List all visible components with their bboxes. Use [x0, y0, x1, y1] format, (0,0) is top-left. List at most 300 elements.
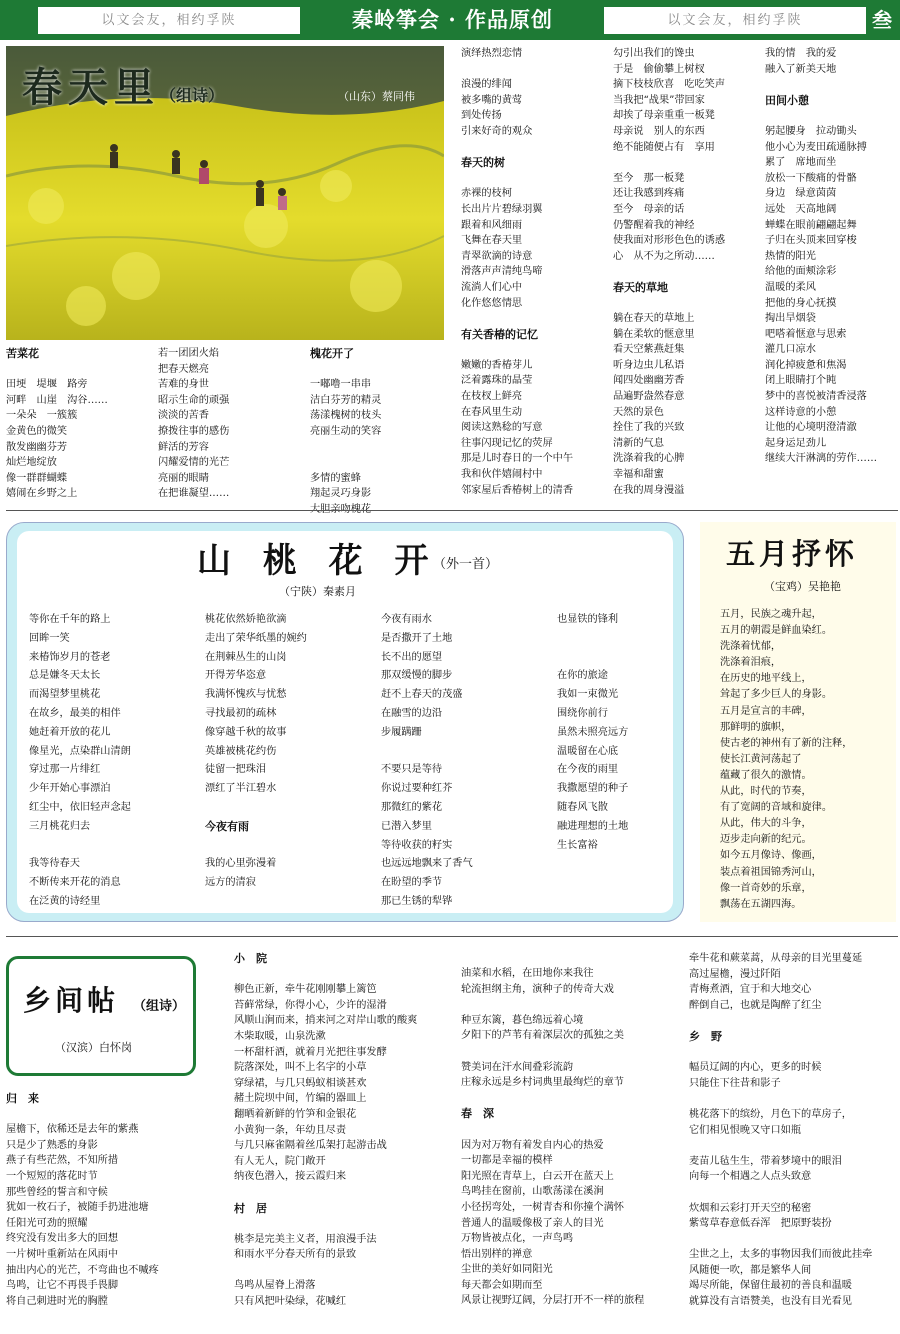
poem-section-heading: 春天的树: [461, 156, 505, 170]
poem-line: 在融雪的边沿: [381, 707, 443, 719]
poem-line: [613, 264, 761, 280]
poem-line: [6, 1107, 206, 1123]
poem-line: 万物皆被点化，一声鸟鸣: [461, 1233, 574, 1245]
poem-line: 被多嘴的黄莺: [461, 94, 523, 106]
poem-line: [310, 362, 454, 378]
poem-line: 而渴望梦里桃花: [29, 689, 101, 701]
poem-line: 勾引出我们的馋虫: [613, 48, 695, 59]
poem-line: 润化掉疲惫和焦渴: [765, 359, 847, 371]
spring-title: 春天里（组诗）: [22, 64, 225, 111]
may-author: （宝鸡）吴艳艳: [764, 580, 841, 593]
poem-line: [557, 649, 675, 668]
poem-line: 昭示生命的顽强: [158, 394, 230, 406]
poem-line: 邻家屋后香椿树上的清香: [461, 484, 574, 496]
poem-section-heading: 春 深: [461, 1107, 494, 1121]
poem-line: 使古老的神州有了新的注释，: [720, 737, 853, 749]
poem-line: 今夜有雨水: [381, 614, 432, 625]
poem-line: 虽然未照亮远方: [557, 726, 629, 738]
peach-column-4: [557, 611, 675, 855]
poem-line: 心 从不为之所动……: [613, 250, 715, 262]
poem-section-heading: 田间小憩: [765, 93, 809, 107]
poem-line: 身边 绿意茵茵: [765, 188, 837, 200]
village-column-2: [234, 951, 434, 1310]
poem-line: 竭尽所能，保留住最初的善良和温暖: [689, 1280, 852, 1292]
spring-column-2: [158, 346, 302, 502]
section-divider-bottom: [6, 936, 898, 937]
poem-line: 装点着祖国锦秀河山，: [720, 866, 822, 878]
poem-line: 子归在头顶来回穿梭: [765, 235, 857, 247]
poem-line: 有了宽阔的音域和旋律。: [720, 802, 833, 814]
village-column-4: [689, 951, 897, 1310]
poem-line: 就算没有言语赞美，也没有目光看见: [689, 1296, 852, 1308]
poem-line: [461, 311, 609, 327]
poem-line: 金黄色的微笑: [6, 425, 68, 437]
poem-line: 嫩嫩的香椿芽儿: [461, 359, 533, 371]
poem-line: 耸起了多少巨人的身影。: [720, 689, 833, 701]
poem-line: 在春风里生动: [461, 406, 523, 418]
poem-line: 在把谁凝望……: [158, 488, 230, 500]
poem-line: 起身运足劲儿: [765, 437, 827, 449]
poem-line: 开得芳华恣意: [205, 670, 267, 682]
poem-line: 有人无人，院门敞开: [234, 1155, 326, 1167]
poem-line: 随春风飞散: [557, 801, 608, 813]
poem-section-heading: 槐花开了: [310, 347, 354, 360]
poem-line: 翻晒着新鲜的竹笋和金银花: [234, 1108, 357, 1120]
poem-line: 那些曾经的誓言和守候: [6, 1186, 108, 1198]
spring-title-suffix: （组诗）: [160, 86, 225, 105]
poem-line: 燕子有些茫然，不知所措: [6, 1155, 119, 1167]
village-title-box: [6, 956, 196, 1076]
header-slogan-right: 以文会友，相约孚陕: [604, 7, 866, 34]
poem-line: 长出片片碧绿羽翼: [461, 203, 543, 215]
poem-line: [461, 1091, 681, 1107]
poem-line: 小黄狗一条，年幼且尽责: [234, 1124, 347, 1136]
poem-line: [557, 630, 675, 649]
poem-line: 飘荡在五湖四海。: [720, 898, 802, 910]
poem-line: 五月的朝霞是鲜血染红。: [720, 625, 833, 637]
poem-line: 寻找最初的疏林: [205, 707, 277, 719]
poem-line: 普通人的温暖像极了亲人的目光: [461, 1217, 604, 1229]
poem-line: 鲜活的芳容: [158, 441, 209, 453]
village-author: （汉滨）白怀岗: [55, 1041, 132, 1054]
poem-line: [461, 171, 609, 187]
poem-line: 还让我感到疼痛: [613, 188, 685, 200]
poem-line: 牵牛花和蕨菜蒿，从母亲的目光里蔓延: [689, 953, 863, 964]
poem-line: 我等待春天: [29, 858, 80, 870]
poem-line: 闪耀爱情的光芒: [158, 457, 230, 469]
poem-line: [689, 1185, 897, 1201]
poem-line: 在今夜的雨里: [557, 764, 619, 776]
poem-line: 我满怀愧疚与忧愁: [205, 689, 287, 701]
poem-line: 一朵朵 一簇簇: [6, 410, 78, 422]
poem-line: 鸟鸣从屋脊上滑落: [234, 1280, 316, 1292]
poem-line: 跟着和风细雨: [461, 219, 523, 231]
poem-line: 一嘟噜一串串: [310, 379, 372, 391]
poem-line: 青翠欲滴的诗意: [461, 250, 533, 262]
poem-line: 院落深处，叫不上名字的小草: [234, 1062, 367, 1074]
poem-line: 田埂 堤堰 路旁: [6, 379, 88, 391]
village-column-3: [461, 966, 681, 1309]
poem-line: 风随便一吹，都是繁华人间: [689, 1264, 812, 1276]
poem-line: 母亲说 别人的东西: [613, 125, 705, 137]
poem-line: 屋檐下，依稀还是去年的紫燕: [6, 1124, 139, 1136]
poem-line: [461, 1122, 681, 1138]
poem-line: 灿烂地绽放: [6, 457, 57, 469]
poem-section-heading: 有关香椿的记忆: [461, 327, 538, 341]
poem-line: 任阳光可劲的照耀: [6, 1217, 88, 1229]
poem-line: 步履蹒跚: [381, 726, 422, 738]
poem-line: 只有风把叶染绿，花喊红: [234, 1296, 347, 1308]
poem-line: 这样诗意的小憩: [765, 406, 837, 418]
poem-line: 亮丽的眼睛: [158, 472, 209, 484]
poem-line: 像穿越千秋的故事: [205, 726, 287, 738]
page-header-bar: [0, 0, 900, 40]
poem-line: 如今五月像诗、像画，: [720, 850, 822, 862]
poem-line: 融进理想的土地: [557, 820, 629, 832]
poem-line: 给他的面颊涂彩: [765, 266, 837, 278]
poem-line: 少年开始心事漂泊: [29, 783, 111, 795]
poem-line: 品遍野盎然春意: [613, 391, 685, 403]
poem-line: 只是少了熟悉的身影: [6, 1139, 98, 1151]
poem-line: 悟出别样的禅意: [461, 1248, 533, 1260]
poem-line: 来椿饰岁月的苍老: [29, 651, 111, 663]
poem-line: [381, 743, 549, 762]
poem-line: 撩拨往事的感伤: [158, 425, 230, 437]
spring-column-3: [310, 346, 454, 518]
poem-line: 往事闪现记忆的荧屏: [461, 437, 553, 449]
poem-line: 柳色正新，牵牛花刚刚攀上篱笆: [234, 984, 377, 996]
poem-line: 闻四处幽幽芳香: [613, 375, 685, 387]
poem-line: 醉倒自己，也就是陶醉了红尘: [689, 999, 822, 1011]
poem-line: 五月是宣言的丰碑，: [720, 705, 812, 717]
poem-line: 等待收获的籽实: [381, 839, 453, 851]
poem-line: 流淌人们心中: [461, 281, 523, 293]
poem-section-heading: 苦菜花: [6, 347, 39, 360]
poem-line: 淡淡的苦香: [158, 410, 209, 422]
poem-line: [234, 1185, 434, 1201]
poem-line: 像星光，点染群山清朗: [29, 745, 131, 757]
poem-line: 躺在春天的草地上: [613, 313, 695, 325]
poem-line: 像一群群蝴蝶: [6, 472, 68, 484]
poem-line: 高过屋檐，漫过阡陌: [689, 968, 781, 980]
poem-section-heading: 春天的草地: [613, 280, 668, 294]
poem-line: 油菜和水稻，在田地你来我往: [461, 968, 594, 979]
poem-line: 在故乡，最美的相伴: [29, 707, 121, 719]
poem-line: 种豆东篱，暮色绵远着心境: [461, 1014, 584, 1026]
poem-line: 引来好奇的观众: [461, 125, 533, 137]
poem-line: 融入了新美天地: [765, 63, 837, 75]
spring-column-1: [6, 346, 150, 502]
poem-line: 掏出旱烟袋: [765, 313, 816, 325]
poem-line: [6, 362, 150, 378]
poem-line: 天然的景色: [613, 406, 664, 418]
poem-line: [765, 77, 897, 93]
poem-line: 蕴藏了很久的激情。: [720, 769, 812, 781]
poem-line: 一片树叶重新站在风雨中: [6, 1248, 119, 1260]
poem-line: [689, 1138, 897, 1154]
poem-line: 像一首奇妙的乐章，: [720, 882, 812, 894]
poem-line: 也远远地飘来了香气: [381, 858, 473, 870]
poem-line: 我和伙伴嬉闹村中: [461, 469, 543, 481]
poem-line: 使我面对形形色色的诱惑: [613, 235, 726, 247]
poem-line: 赭土院坝中间，竹编的器皿上: [234, 1093, 367, 1105]
poem-line: 那已生锈的犁铧: [381, 895, 453, 907]
poem-line: 把他的身心抚摸: [765, 297, 837, 309]
poem-line: 犹如一枚石子，被随手扔进池塘: [6, 1202, 149, 1214]
poem-line: 远方的清寂: [205, 877, 256, 889]
poem-line: [461, 140, 609, 156]
poem-line: [310, 455, 454, 471]
may-poem-body: [720, 607, 892, 913]
poem-line: 蝉蝶在眼前翩翩起舞: [765, 219, 857, 231]
poem-line: 荡漾槐树的枝头: [310, 410, 382, 422]
poem-line: 多情的蜜蜂: [310, 472, 361, 484]
header-slogan-left: 以文会友，相约孚陕: [38, 7, 300, 34]
poem-line: [29, 837, 197, 856]
poem-line: 那微红的紫花: [381, 801, 443, 813]
poem-line: 阅读这熟稔的写意: [461, 422, 543, 434]
peach-poem-panel: [6, 522, 684, 922]
header-center-title: 秦岭筝会 · 作品原创: [352, 7, 553, 32]
village-column-1: [6, 1091, 206, 1309]
poem-line: 紫莺草春意低吞浑 把原野装扮: [689, 1218, 832, 1230]
poem-line: 桃花依然娇艳欲滴: [205, 614, 287, 625]
poem-line: 远处 天高地阔: [765, 203, 837, 215]
poem-line: 每天都会如期而至: [461, 1279, 543, 1291]
poem-line: 嬉闹在乡野之上: [6, 488, 78, 500]
poem-line: 风顺山涧而来，捎来河之对岸山歌的酸爽: [234, 1015, 418, 1027]
poem-line: 她赶着开放的花儿: [29, 726, 111, 738]
poem-line: 于是 偷偷攀上树杈: [613, 63, 705, 75]
poem-line: [310, 440, 454, 456]
poem-line: 夕阳下的芦苇有着深层次的孤独之美: [461, 1030, 624, 1042]
poem-line: 已潜入梦里: [381, 820, 432, 832]
poem-line: 抽出内心的光芒，不弯曲也不喊疼: [6, 1264, 159, 1276]
poem-line: 阳光照在青草上，白云开在蓝天上: [461, 1170, 614, 1182]
poem-line: 仍警醒着我的神经: [613, 219, 695, 231]
poem-line: 是否撒开了土地: [381, 632, 453, 644]
poem-line: 五月，民族之魂升起，: [720, 609, 822, 620]
poem-line: 你说过要种红芥: [381, 783, 453, 795]
poem-line: 生长富裕: [557, 839, 598, 851]
poem-line: 鸟鸣，让它不再畏手畏脚: [6, 1280, 119, 1292]
poem-line: 洗涤着我的心脾: [613, 453, 685, 465]
poem-line: [234, 967, 434, 983]
poem-line: 他小心为麦田疏通脉搏: [765, 141, 867, 153]
poem-line: 洗涤着忧郁，: [720, 641, 782, 653]
spring-column-4: [461, 46, 609, 498]
poem-line: 在荆棘丛生的山岗: [205, 651, 287, 663]
poem-line: 围绕你前行: [557, 707, 608, 719]
poem-line: 终究没有发出多大的回想: [6, 1233, 119, 1245]
section-divider-top: [6, 510, 898, 511]
poem-line: 苦难的身世: [158, 379, 209, 391]
poem-line: 赞美词在汗水间叠彩流韵: [461, 1061, 574, 1073]
poem-line: [461, 62, 609, 78]
poem-line: 徒留一把珠泪: [205, 764, 267, 776]
poem-line: 继续大汗淋漓的劳作……: [765, 453, 878, 465]
poem-line: 一切都是幸福的模样: [461, 1155, 553, 1167]
poem-line: 桃李是完美主义者，用浪漫手法: [234, 1233, 377, 1245]
poem-line: 一个短短的落花时节: [6, 1170, 98, 1182]
poem-line: 累了 席地而坐: [765, 157, 837, 169]
poem-line: 拴住了我的兴致: [613, 422, 685, 434]
poem-line: 从此，伟大的斗争，: [720, 818, 812, 830]
poem-line: 等你在千年的路上: [29, 614, 111, 625]
spring-author: （山东）蔡同伟: [338, 90, 415, 103]
poem-line: 不断传来开花的消息: [29, 877, 121, 889]
poem-line: 至今 那一板凳: [613, 172, 685, 184]
poem-line: 风景让视野辽阔，分层打开不一样的旅程: [461, 1295, 645, 1307]
poem-line: 躬起腰身 拉动锄头: [765, 125, 857, 137]
poem-line: 在枝杈上鲜亮: [461, 391, 523, 403]
poem-line: [205, 799, 373, 818]
poem-line: 滑落声声清纯鸟啼: [461, 266, 543, 278]
poem-line: 浪漫的绯闻: [461, 79, 512, 91]
poem-line: [689, 1045, 897, 1061]
poem-section-heading: 小 院: [234, 952, 267, 965]
peach-column-2: [205, 611, 373, 893]
poem-line: [689, 1091, 897, 1107]
peach-title-suffix: （外一首）: [433, 557, 499, 572]
poem-line: 清新的气息: [613, 437, 664, 449]
poem-line: [613, 296, 761, 312]
peach-author: （宁陕）秦素月: [279, 585, 356, 598]
poem-line: 麦苗儿毡生生，带着梦境中的眼泪: [689, 1155, 842, 1167]
poem-line: [765, 108, 897, 124]
poem-line: 青梅煮酒，宜于和大地交心: [689, 984, 812, 996]
poem-line: 温暖的柔风: [765, 281, 816, 293]
poem-section-heading: 村 居: [234, 1201, 267, 1215]
peach-title: 山 桃 花 开: [197, 541, 439, 581]
poem-line: 我撒愿望的种子: [557, 783, 629, 795]
poem-line: 在我的周身漫溢: [613, 484, 685, 496]
poem-line: 轮流担纲主角，演种子的传奇大戏: [461, 983, 614, 995]
poem-line: 看天空紫燕赶集: [613, 344, 685, 356]
poem-line: 尘世之上，太多的事物因我们而彼此挂牵: [689, 1249, 873, 1261]
poem-line: 摘下枝枝欣喜 吃吃笑声: [613, 79, 726, 91]
poem-line: 至今 母亲的话: [613, 203, 685, 215]
poem-line: 也显铁的锋利: [557, 614, 619, 625]
poem-line: 穿过那一片绯红: [29, 764, 101, 776]
poem-line: [461, 1044, 681, 1060]
poem-line: 翔起灵巧身影: [310, 488, 372, 500]
poem-line: 总是嫌冬天太长: [29, 670, 101, 682]
poem-line: 那双缓慢的脚步: [381, 670, 453, 682]
poem-line: 若一团团火焰: [158, 348, 220, 359]
poem-line: 一杯甜杆酒，就着月光把往事发酵: [234, 1046, 387, 1058]
poem-line: [613, 155, 761, 171]
poem-line: [461, 997, 681, 1013]
poem-line: [689, 1232, 897, 1248]
poem-line: 热情的阳光: [765, 250, 816, 262]
poem-line: 散发幽幽芬芳: [6, 441, 68, 453]
poem-line: 纳夜色潜入，接云霞归来: [234, 1171, 347, 1183]
poem-line: [461, 342, 609, 358]
village-title-suffix: （组诗）: [133, 999, 186, 1014]
poem-line: 回眸一笑: [29, 632, 70, 644]
poem-line: 那是儿时春日的一个中午: [461, 453, 574, 465]
poem-line: [234, 1216, 434, 1232]
poem-line: 木柴取暖，山泉洗漱: [234, 1030, 326, 1042]
poem-line: 在泛黄的诗经里: [29, 895, 101, 907]
poem-line: 温暖留在心底: [557, 745, 619, 757]
poem-line: 吧嗒着惬意与思索: [765, 328, 847, 340]
poem-line: 走出了荣华纸墨的婉约: [205, 632, 307, 644]
poem-line: 与几只麻雀隔着丝瓜架打起游击战: [234, 1140, 387, 1152]
poem-line: 从此，时代的节奏，: [720, 786, 812, 798]
poem-line: 听身边虫儿私语: [613, 359, 685, 371]
poem-line: 因为对万物有着发自内心的热爱: [461, 1139, 604, 1151]
poem-line: 泛着露珠的晶莹: [461, 375, 533, 387]
may-title: 五月抒怀: [726, 537, 859, 571]
poem-line: 苔藓常绿，你得小心，少许的湿滑: [234, 999, 387, 1011]
poem-line: 飞舞在春天里: [461, 235, 523, 247]
poem-line: 洁白芬芳的精灵: [310, 394, 382, 406]
poem-line: 将自己刺进时光的胸膛: [6, 1295, 108, 1307]
spring-photo: [6, 46, 444, 340]
poem-line: 赤裸的枝柯: [461, 188, 512, 200]
poem-line: 在你的旅途: [557, 670, 608, 682]
poem-line: 在历史的地平线上，: [720, 673, 812, 685]
poem-line: 英雄被桃花约伤: [205, 745, 277, 757]
poem-line: 幅员辽阔的内心，更多的时候: [689, 1062, 822, 1074]
poem-line: 洗涤着泪痕，: [720, 657, 782, 669]
poem-line: 化作悠悠情思: [461, 297, 523, 309]
poem-line: 我如一束微光: [557, 689, 619, 701]
poem-line: 三月桃花归去: [29, 820, 91, 832]
poem-line: 庄稼永远是乡村词典里最绚烂的章节: [461, 1077, 624, 1089]
poem-line: 尘世的美好如同阳光: [461, 1264, 553, 1276]
poem-line: 在盼望的季节: [381, 877, 443, 889]
poem-line: 演绎热烈恋情: [461, 48, 523, 59]
poem-line: 和雨水平分春天所有的景致: [234, 1249, 357, 1261]
poem-line: 桃花落下的缤纷，月色下的草房子，: [689, 1108, 852, 1120]
poem-line: 长不出的愿望: [381, 651, 443, 663]
poem-line: 穿绿裙，与几只蚂蚁相谈甚欢: [234, 1077, 367, 1089]
poem-line: 亮丽生动的笑容: [310, 425, 382, 437]
poem-line: 向每一个相遇之人点头致意: [689, 1171, 812, 1183]
poem-line: 炊烟和云彩打开天空的秘密: [689, 1202, 812, 1214]
poem-line: 幸福和甜蜜: [613, 469, 664, 481]
poem-line: 放松一下酸痛的骨骼: [765, 172, 857, 184]
poem-line: 却挨了母亲重重一板凳: [613, 110, 715, 122]
poem-line: 到处传扬: [461, 110, 502, 122]
poem-line: [234, 1263, 434, 1279]
poem-section-heading: 乡 野: [689, 1029, 722, 1043]
poem-line: 红尘中，依旧轻声念起: [29, 801, 131, 813]
poem-line: 灌几口凉水: [765, 344, 816, 356]
poem-line: 不要只是等待: [381, 764, 443, 776]
poem-line: 我的心里弥漫着: [205, 858, 277, 870]
poem-line: [205, 837, 373, 856]
poem-section-heading: 归 来: [6, 1092, 39, 1105]
poem-line: 梦中的喜悦被清香浸落: [765, 391, 867, 403]
poem-line: 小径拐弯处，一树青杏和你撞个满怀: [461, 1201, 624, 1213]
poem-line: 它们相见恨晚又守口如瓶: [689, 1124, 802, 1136]
poem-line: 绝不能随便占有 享用: [613, 141, 715, 153]
poem-line: 鸟鸣挂在窗前，山歌荡漾在溪涧: [461, 1186, 604, 1198]
poem-line: 当我把“战果”带回家: [613, 94, 705, 106]
poem-line: [689, 1013, 897, 1029]
poem-line: 那鲜明的旗帜，: [720, 721, 792, 733]
poem-line: 河畔 山崖 沟谷……: [6, 394, 108, 406]
poem-line: 躺在柔软的惬意里: [613, 328, 695, 340]
poem-line: 迈步走向新的纪元。: [720, 834, 812, 846]
poem-section-heading: 今夜有雨: [205, 819, 249, 833]
poem-line: 我的情 我的爱: [765, 48, 837, 59]
page-number: 叁: [872, 8, 892, 32]
